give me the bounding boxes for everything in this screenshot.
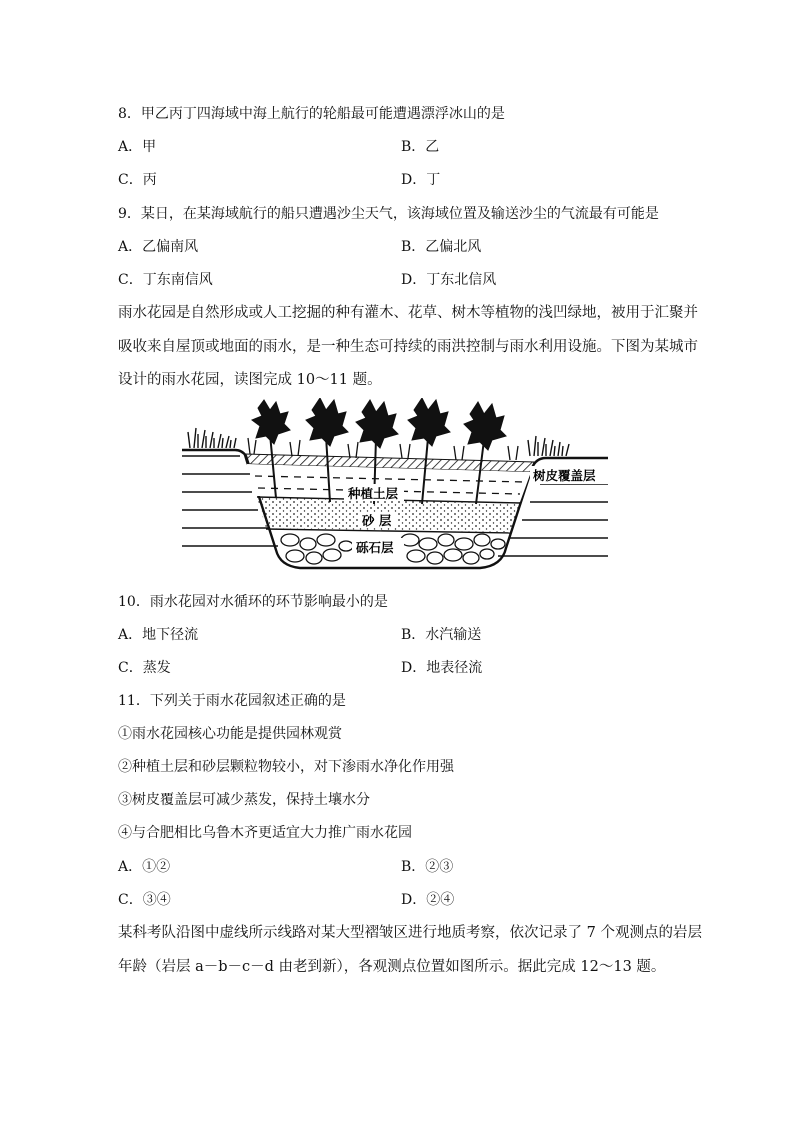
intro2-line1: 某科考队沿图中虚线所示线路对某大型褶皱区进行地质考察，依次记录了 7 个观测点的岩层: [118, 925, 702, 941]
q9-option-c: C．丁东南信风: [118, 272, 213, 288]
q9-option-a: A．乙偏南风: [118, 239, 199, 255]
q11-stem: 11．下列关于雨水花园叙述正确的是: [118, 693, 346, 709]
q11-option-a: A．①②: [118, 859, 171, 875]
grass-right: [528, 436, 569, 456]
q8-option-c: C．丙: [118, 172, 157, 188]
q10-option-b: B．水汽输送: [401, 627, 482, 643]
q8-stem: 8．甲乙丙丁四海域中海上航行的轮船最可能遭遇漂浮冰山的是: [118, 106, 505, 122]
q11-option-c: C．③④: [118, 892, 171, 908]
intro1-line3: 设计的雨水花园，读图完成 10～11 题。: [118, 372, 382, 388]
q8-option-b: B．乙: [401, 139, 440, 155]
q11-option-d: D．②④: [401, 892, 455, 908]
q8-option-d: D．丁: [401, 172, 441, 188]
q10-option-a: A．地下径流: [118, 627, 199, 643]
q11-statement-3: ③树皮覆盖层可减少蒸发，保持土壤水分: [118, 792, 370, 808]
q10-option-d: D．地表径流: [401, 660, 483, 676]
label-planting-soil: 种植土层: [348, 486, 399, 501]
q11-statement-1: ①雨水花园核心功能是提供园林观赏: [118, 726, 342, 742]
label-bark-cover: 树皮覆盖层: [533, 468, 596, 483]
label-gravel: 砾石层: [356, 540, 394, 555]
intro1-line1: 雨水花园是自然形成或人工挖掘的种有灌木、花草、树木等植物的浅凹绿地，被用于汇聚并: [118, 305, 698, 321]
intro1-line2: 吸收来自屋顶或地面的雨水，是一种生态可持续的雨洪控制与雨水利用设施。下图为某城市: [118, 339, 698, 355]
q8-option-a: A．甲: [118, 139, 157, 155]
q9-stem: 9．某日，在某海域航行的船只遭遇沙尘天气，该海域位置及输送沙尘的气流最有可能是: [118, 206, 659, 222]
intro2-line2: 年龄（岩层 a－b－c－d 由老到新），各观测点位置如图所示。据此完成 12～13 题。: [118, 959, 666, 975]
q11-statement-2: ②种植土层和砂层颗粒物较小，对下渗雨水净化作用强: [118, 759, 454, 775]
q9-option-d: D．丁东北信风: [401, 272, 497, 288]
rain-garden-diagram: [180, 398, 610, 576]
grass-left: [188, 428, 236, 448]
q10-option-c: C．蒸发: [118, 660, 171, 676]
q11-option-b: B．②③: [401, 859, 454, 875]
q11-statement-4: ④与合肥相比乌鲁木齐更适宜大力推广雨水花园: [118, 825, 412, 841]
q9-option-b: B．乙偏北风: [401, 239, 482, 255]
label-sand: 砂 层: [362, 513, 392, 528]
q10-stem: 10．雨水花园对水循环的环节影响最小的是: [118, 594, 388, 610]
